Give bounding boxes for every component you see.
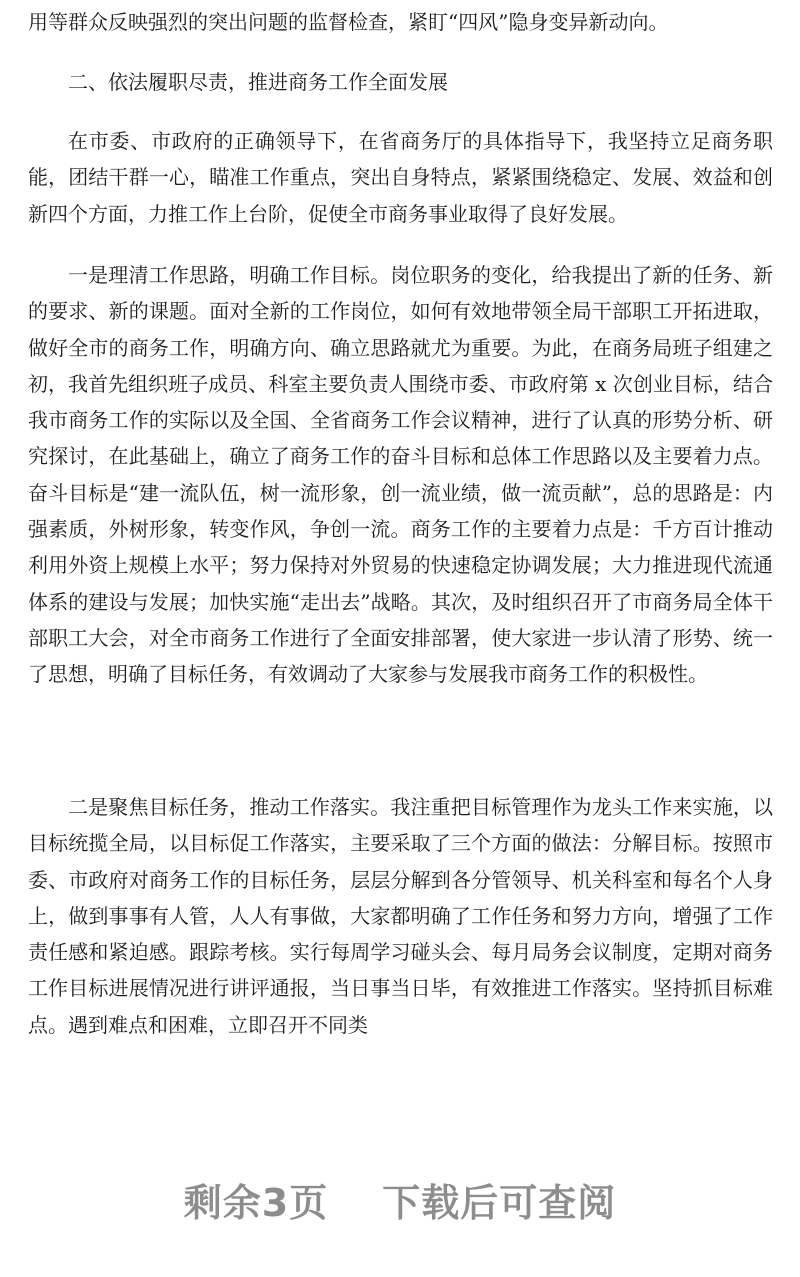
paragraph-work-ideas: 一是理清工作思路，明确工作目标。岗位职务的变化，给我提出了新的任务、新的要求、新的课题。面对全新的工作岗位，如何有效地带领全局干部职工开拓进取，做好全市的商务工作，明确方向、确立思路就尤为重要。为此，在商务局班子组建之初，我首先组织班子成员、科室主要负责人围绕市委、市政府第 x 次创业目标，结合我市商务工作的实际以及全国、全省商务工作会议精神，进行了认真的形势分析、研究探讨，在此基础上，确立了商务工作的奋斗目标和总体工作思路以及主要着力点。奋斗目标是“建一流队伍，树一流形象，创一流业绩，做一流贡献”，总的思路是：内强素质，外树形象，转变作风，争创一流。商务工作的主要着力点是：千方百计推动利用外资上规模上水平；努力保持对外贸易的快速稳定协调发展；大力推进现代流通体系的建设与发展；加快实施“走出去”战略。其次，及时组织召开了市商务局全体干部职工大会，对全市商务工作进行了全面安排部署，使大家进一步认清了形势、统一了思想，明确了目标任务，有效调动了大家参与发展我市商务工作的积极性。	[28, 263, 773, 687]
remaining-pages-text: 剩余3页	[183, 1181, 329, 1225]
paragraph-intro: 在市委、市政府的正确领导下，在省商务厅的具体指导下，我坚持立足商务职能，团结干群一心，瞄准工作重点，突出自身特点，紧紧围绕稳定、发展、效益和创新四个方面，力推工作上台阶，促使全市商务事业取得了良好发展。	[28, 129, 773, 226]
download-to-view-text: 下载后可查阅	[382, 1181, 617, 1225]
download-prompt[interactable]	[0, 1172, 800, 1227]
paragraph-target-tasks: 二是聚焦目标任务，推动工作落实。我注重把目标管理作为龙头工作来实施，以目标统揽全局，以目标促工作落实，主要采取了三个方面的做法：分解目标。按照市委、市政府对商务工作的目标任务，层层分解到各分管领导、机关科室和每名个人身上，做到事事有人管，人人有事做，大家都明确了工作任务和努力方向，增强了工作责任感和紧迫感。跟踪考核。实行每周学习碰头会、每月局务会议制度，定期对商务工作目标进展情况进行讲评通报，当日事当日毕，有效推进工作落实。坚持抓目标难点。遇到难点和困难，立即召开不同类	[28, 795, 773, 1037]
section-heading: 二、依法履职尽责，推进商务工作全面发展	[68, 70, 448, 94]
paragraph-continuation: 用等群众反映强烈的突出问题的监督检查，紧盯“四风”隐身变异新动向。	[28, 10, 669, 34]
